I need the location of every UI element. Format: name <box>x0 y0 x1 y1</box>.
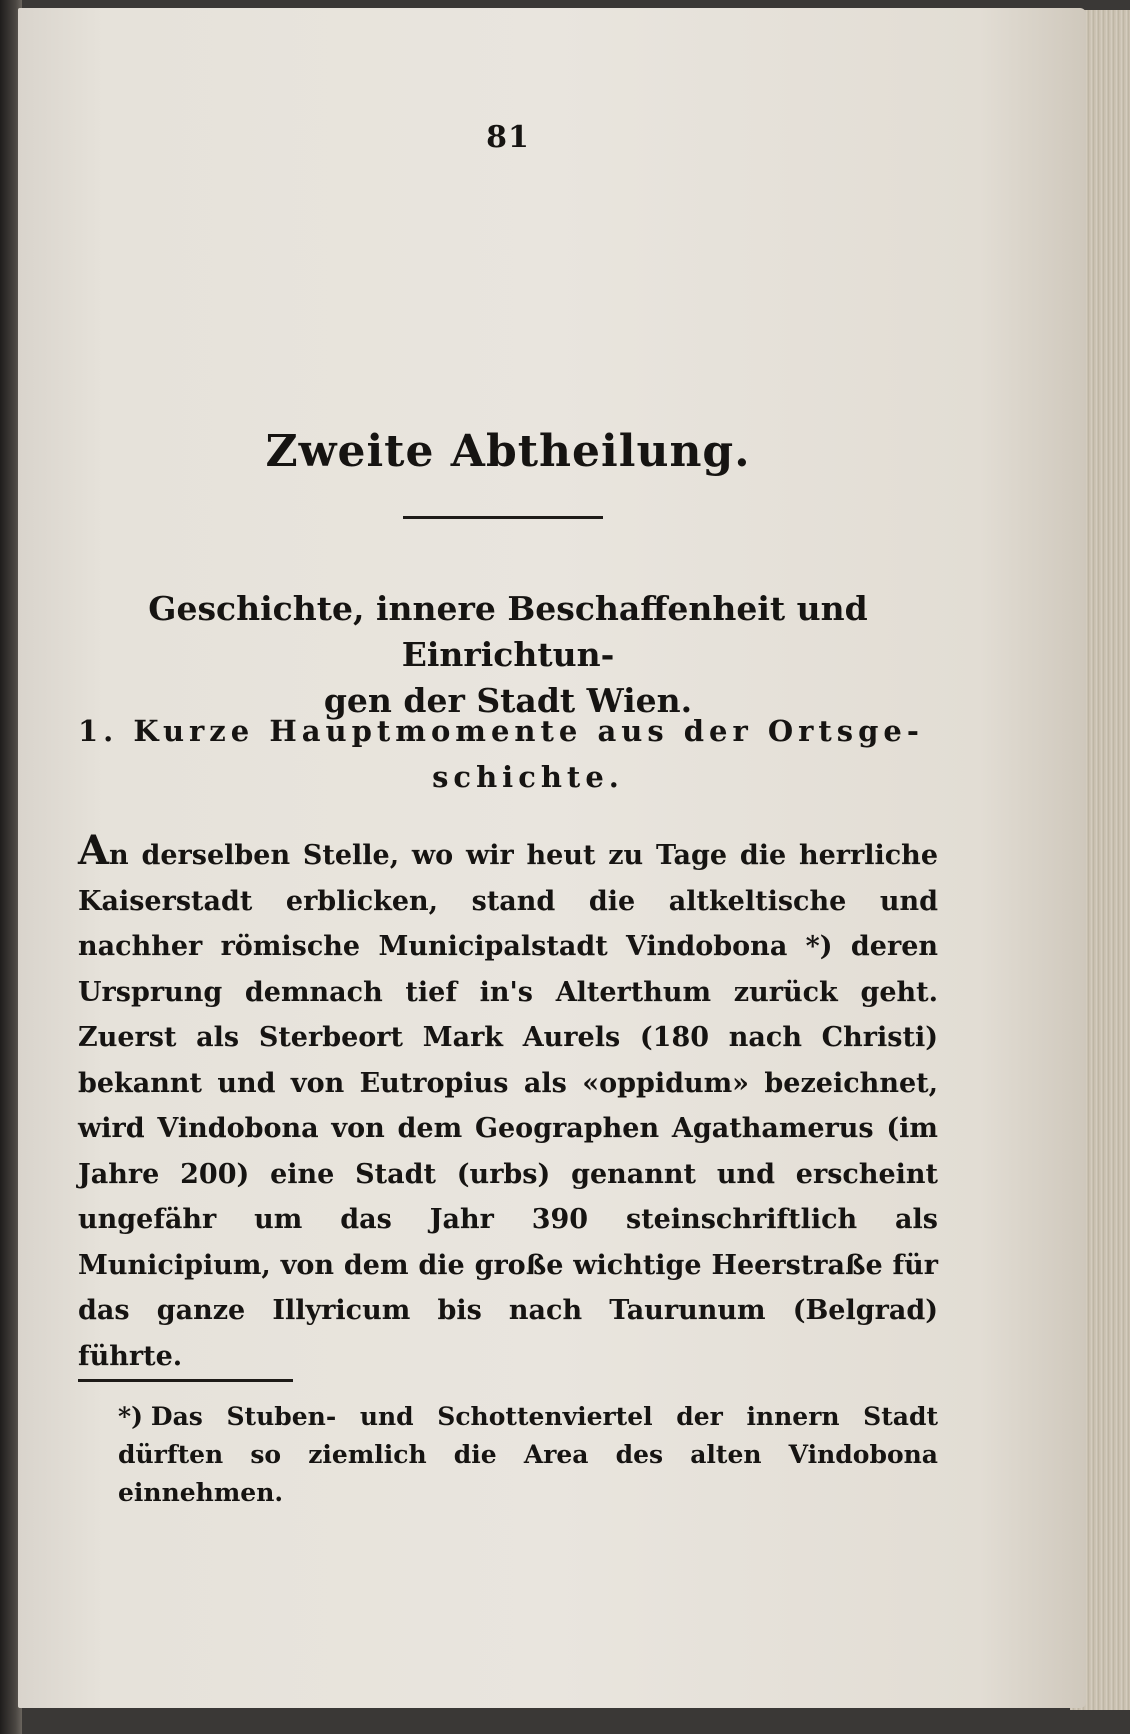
footnote-text: Das Stuben- und Schottenviertel der innern Stadt dürften so ziemlich die Area des alten Vindobona einnehmen. <box>118 1402 938 1507</box>
title-rule <box>403 516 603 519</box>
footnote-rule <box>78 1379 293 1382</box>
subsection-heading <box>78 708 938 800</box>
body-paragraph-text: n derselben Stelle, wo wir heut zu Tage die herrliche Kaiserstadt erblicken, stand die altkeltische und nachher römische Municipalstadt Vindobona *) deren Ursprung demnach tief in's Alterthum zurück geht. Zuerst als Sterbeort Mark Aurels (180 nach Christi) bekannt und von Eutropius als «oppidum» bezeichnet, wird Vindobona von dem Geographen Agathamerus (im Jahre 200) eine Stadt (urbs) genannt und erscheint ungefähr um das Jahr 390 steinschriftlich als Municipium, von dem die große wichtige Heerstraße für das ganze Illyricum bis nach Taurunum (Belgrad) führte. <box>78 840 938 1372</box>
subsection-heading-line-1: 1. Kurze Hauptmomente aus der Ortsge- <box>78 714 924 748</box>
chapter-title-line-2: gen der Stadt Wien. <box>323 681 693 720</box>
chapter-title-line-1: Geschichte, innere Beschaffenheit und Einrichtun- <box>148 589 868 674</box>
book-page <box>18 8 1086 1708</box>
body-paragraph <box>78 828 938 1379</box>
page-number: 81 <box>486 120 530 155</box>
subsection-heading-line-2: schichte. <box>432 760 624 794</box>
initial-letter: A <box>78 827 110 874</box>
footnote <box>118 1398 938 1512</box>
section-title: Zweite Abtheilung. <box>265 426 751 477</box>
footnote-mark: *) <box>118 1402 143 1431</box>
chapter-title <box>78 586 938 724</box>
